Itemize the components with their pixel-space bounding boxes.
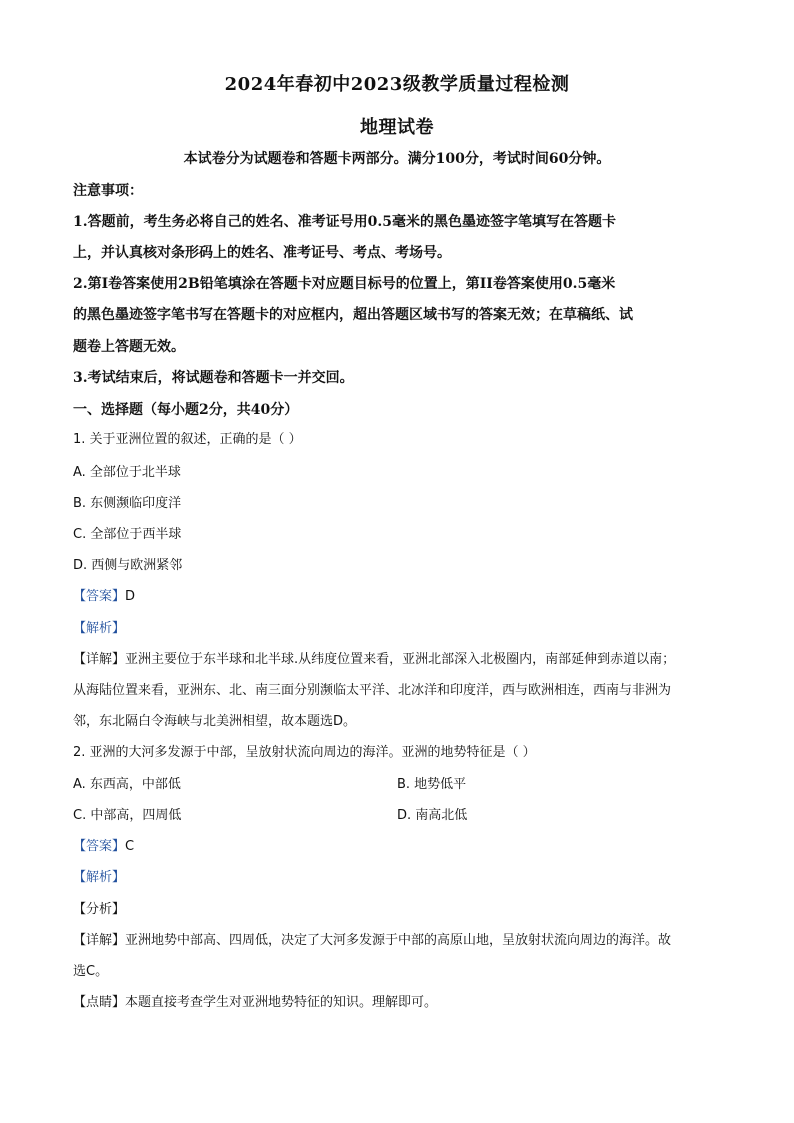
q1-option-d: D. 西侧与欧洲紧邻 [73, 558, 183, 573]
q1-detail-line-3: 邻，东北隔白令海峡与北美洲相望，故本题选D。 [73, 714, 357, 729]
note-2-line-2: 的黑色墨迹签字笔书写在答题卡的对应框内，超出答题区域书写的答案无效；在草稿纸、试 [73, 307, 633, 323]
subject-title: 地理试卷 [360, 117, 434, 138]
detail-tag: 【详解】 [73, 933, 126, 948]
q1-option-b: B. 东侧濒临印度洋 [73, 496, 182, 511]
q1-answer-value: D [125, 589, 136, 604]
answer-tag: 【答案】 [73, 589, 126, 604]
q2-option-b: B. 地势低平 [397, 777, 467, 792]
section-1-heading: 一、选择题（每小题2分，共40分） [73, 402, 299, 418]
q1-detail-line-2: 从海陆位置来看，亚洲东、北、南三面分别濒临太平洋、北冰洋和印度洋，西与欧洲相连，西南与非洲为 [73, 683, 672, 698]
q1-option-a: A. 全部位于北半球 [73, 465, 181, 480]
answer-tag: 【答案】 [73, 839, 126, 854]
q2-stem: 2. 亚洲的大河多发源于中部，呈放射状流向周边的海洋。亚洲的地势特征是（ ） [73, 745, 536, 760]
exam-intro: 本试卷分为试题卷和答题卡两部分。满分100分，考试时间60分钟。 [183, 151, 611, 167]
note-3: 3.考试结束后，将试题卷和答题卡一并交回。 [73, 370, 354, 386]
exam-title: 2024年春初中2023级教学质量过程检测 [224, 74, 570, 95]
q2-option-d: D. 南高北低 [397, 808, 468, 823]
q1-detail-line-1 [73, 650, 723, 670]
q2-fenxi: 【分析】 [73, 902, 126, 917]
q1-stem: 1. 关于亚洲位置的叙述，正确的是（ ） [73, 432, 302, 447]
q2-answer-value: C [125, 839, 135, 854]
q2-analysis [73, 868, 723, 888]
detail-tag: 【详解】 [73, 652, 126, 667]
q2-option-a: A. 东西高，中部低 [73, 777, 181, 792]
q1-analysis [73, 619, 723, 639]
q2-comment [73, 993, 723, 1013]
analysis-tag: 【解析】 [73, 621, 126, 636]
q2-detail-line-2: 选C。 [73, 964, 109, 979]
q1-answer [73, 587, 723, 607]
q1-option-c: C. 全部位于西半球 [73, 527, 182, 542]
q2-detail-line-1 [73, 931, 723, 951]
q2-detail-text-1: 亚洲地势中部高、四周低，决定了大河多发源于中部的高原山地，呈放射状流向周边的海洋。故 [125, 933, 672, 948]
note-1-line-1: 1.答题前，考生务必将自己的姓名、准考证号用0.5毫米的黑色墨迹签字笔填写在答题卡 [73, 214, 616, 230]
q1-detail-text-1: 亚洲主要位于东半球和北半球.从纬度位置来看，亚洲北部深入北极圈内，南部延伸到赤道以南； [125, 652, 676, 667]
notes-heading: 注意事项： [73, 183, 143, 199]
note-2-line-3: 题卷上答题无效。 [73, 339, 185, 355]
q2-answer [73, 837, 723, 857]
comment-tag: 【点睛】 [73, 995, 126, 1010]
q2-comment-text: 本题直接考查学生对亚洲地势特征的知识。理解即可。 [125, 995, 438, 1010]
note-2-line-1: 2.第I卷答案使用2B铅笔填涂在答题卡对应题目标号的位置上，第II卷答案使用0.5毫米 [73, 276, 616, 292]
note-1-line-2: 上，并认真核对条形码上的姓名、准考证号、考点、考场号。 [73, 245, 451, 261]
q2-option-c: C. 中部高，四周低 [73, 808, 182, 823]
analysis-tag: 【解析】 [73, 870, 126, 885]
